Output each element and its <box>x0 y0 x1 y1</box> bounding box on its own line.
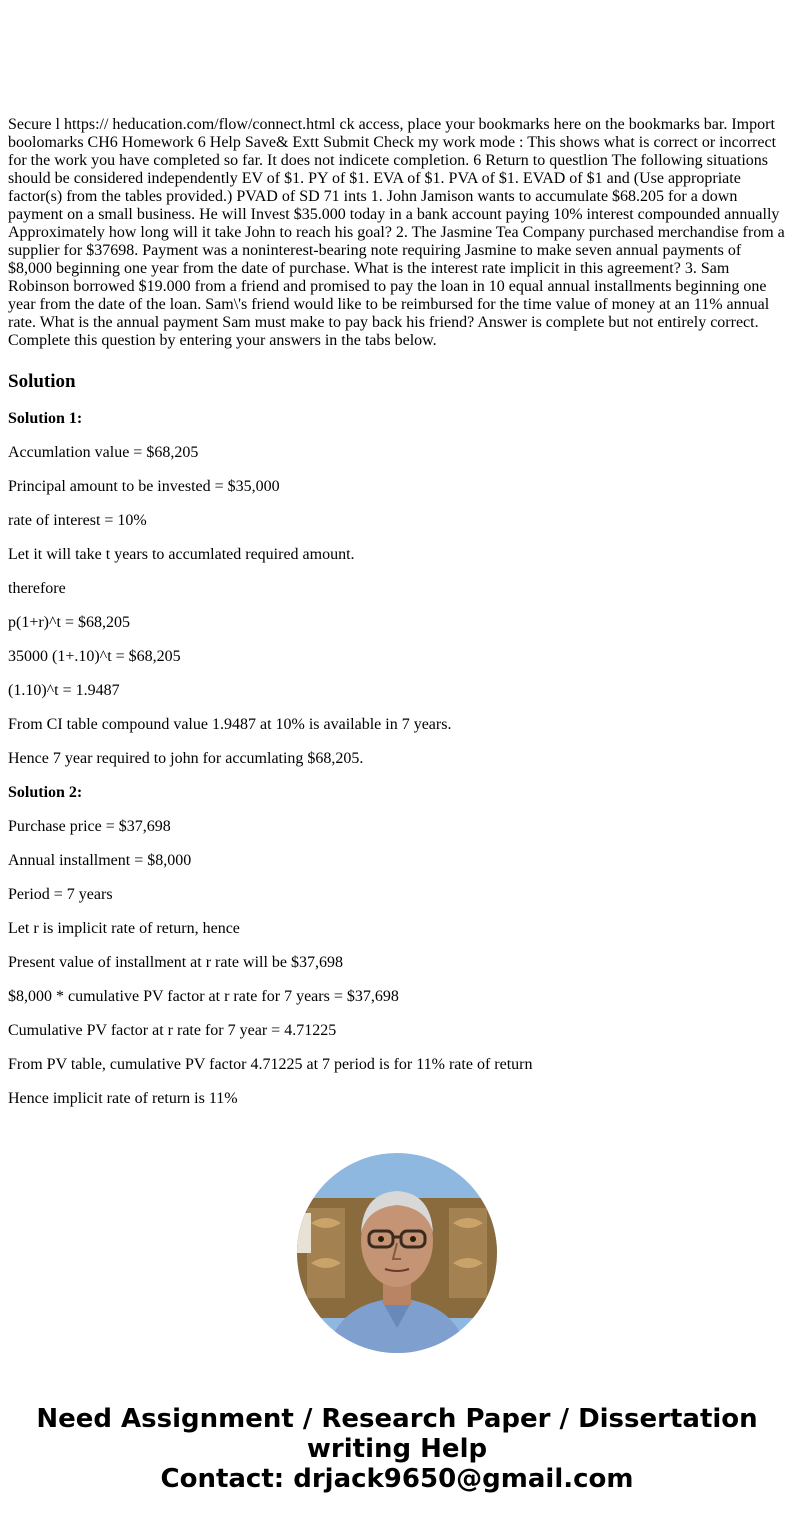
solution-1-line: p(1+r)^t = $68,205 <box>8 614 130 631</box>
solution-2-line: Let r is implicit rate of return, hence <box>8 920 240 937</box>
promo-line-1: Need Assignment / Research Paper / Dissertation <box>36 1404 758 1434</box>
solution-2-line: $8,000 * cumulative PV factor at r rate for 7 years = $37,698 <box>8 988 399 1005</box>
promo-line-2: writing Help <box>306 1434 488 1464</box>
solution-1-line: rate of interest = 10% <box>8 512 147 529</box>
solution-1-heading: Solution 1: <box>8 410 83 427</box>
promo-contact: Contact: drjack9650@gmail.com <box>160 1464 634 1494</box>
promo-banner <box>0 1404 794 1494</box>
portrait-drawing <box>297 1153 497 1353</box>
solution-1-line: Principal amount to be invested = $35,000 <box>8 478 280 495</box>
solution-1-line: Let it will take t years to accumlated required amount. <box>8 546 355 563</box>
solution-2-line: Period = 7 years <box>8 886 113 903</box>
solution-2-line: Present value of installment at r rate will be $37,698 <box>8 954 344 971</box>
solution-2-heading: Solution 2: <box>8 784 83 801</box>
solution-heading: Solution <box>8 371 76 392</box>
solution-2-line: Hence implicit rate of return is 11% <box>8 1090 238 1107</box>
solution-1-line: 35000 (1+.10)^t = $68,205 <box>8 648 181 665</box>
solution-1-line: (1.10)^t = 1.9487 <box>8 682 120 699</box>
solution-2-line: Cumulative PV factor at r rate for 7 year = 4.71225 <box>8 1022 337 1039</box>
solution-1-line: From CI table compound value 1.9487 at 10% is available in 7 years. <box>8 716 452 733</box>
solution-1-line: therefore <box>8 580 66 597</box>
solution-1-line: Accumlation value = $68,205 <box>8 444 199 461</box>
solution-2-line: Purchase price = $37,698 <box>8 818 171 835</box>
solution-2-line: Annual installment = $8,000 <box>8 852 192 869</box>
main-content <box>8 116 786 1124</box>
solution-1-line: Hence 7 year required to john for accumlating $68,205. <box>8 750 364 767</box>
solution-2-line: From PV table, cumulative PV factor 4.71225 at 7 period is for 11% rate of return <box>8 1056 533 1073</box>
person-portrait-icon <box>297 1153 497 1353</box>
question-text: Secure l https:// heducation.com/flow/connect.html ck access, place your bookmarks here on the bookmarks bar. Import boolomarks CH6 Homework 6 Help Save& Extt Submit Check my work mode : This shows what is correct or incorrect for the work you have completed so far. It does not indicete completion. 6 Return to questlion The following situations should be considered independently EV of $1. PY of $1. EVA of $1. PVA of $1. EVAD of $1 and (Use appropriate factor(s) from the tables provided.) PVAD of SD 71 ints 1. John Jamison wants to accumulate $68.205 for a down payment on a small business. He will Invest $35.000 today in a bank account paying 10% interest compounded annually Approximately how long will it take John to reach his goal? 2. The Jasmine Tea Company purchased merchandise from a supplier for $37698. Payment was a noninterest-bearing note requiring Jasmine to make seven annual payments of $8,000 beginning one year from the date of purchase. What is the interest rate implicit in this agreement? 3. Sam Robinson borrowed $19.000 from a friend and promised to pay the loan in 10 equal annual installments beginning one year from the date of the loan. Sam\'s friend would like to be reimbursed for the time value of money at an 11% annual rate. What is the annual payment Sam must make to pay back his friend? Answer is complete but not entirely correct. Complete this question by entering your answers in the tabs below. <box>8 116 785 349</box>
